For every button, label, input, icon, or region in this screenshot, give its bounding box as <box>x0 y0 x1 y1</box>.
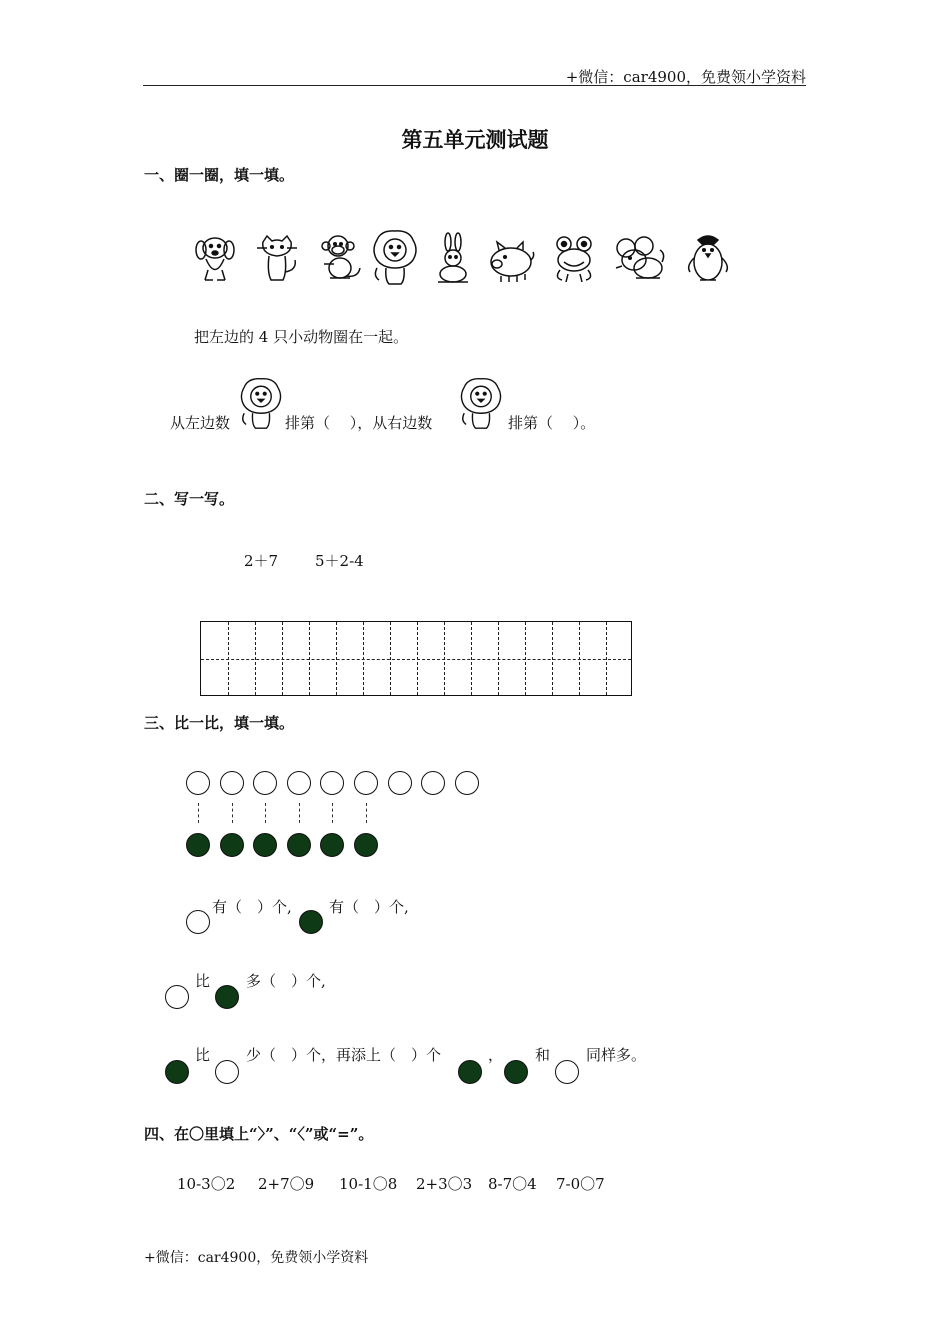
white-circle <box>388 771 412 795</box>
white-circle <box>186 910 210 934</box>
black-circle <box>186 833 210 857</box>
writing-grid[interactable] <box>200 621 632 696</box>
grid-line <box>282 622 283 695</box>
black-circle <box>458 1060 482 1084</box>
grid-line <box>390 622 391 695</box>
grid-line <box>498 622 499 695</box>
monkey-icon <box>316 232 364 284</box>
black-circle <box>220 833 244 857</box>
and-label: 和 <box>535 1046 551 1064</box>
black-circle <box>287 833 311 857</box>
white-circle <box>215 1060 239 1084</box>
black-circle <box>215 985 239 1009</box>
grid-line <box>417 622 418 695</box>
white-circle <box>287 771 311 795</box>
white-circle <box>421 771 445 795</box>
grid-line <box>525 622 526 695</box>
frog-icon <box>550 232 598 284</box>
lion-icon <box>456 376 506 430</box>
grid-midline <box>201 659 631 660</box>
black-circle <box>504 1060 528 1084</box>
white-circle <box>455 771 479 795</box>
fewer-add-text: 少（ ）个，再添上（ ）个 <box>246 1046 442 1064</box>
grid-line <box>336 622 337 695</box>
match-line <box>366 803 367 823</box>
cat-icon <box>253 232 301 284</box>
white-circle <box>320 771 344 795</box>
compare-item[interactable]: 10-3〇2 <box>177 1175 236 1193</box>
match-line <box>198 803 199 823</box>
section2-heading: 二、写一写。 <box>144 490 235 508</box>
more-count-text: 多（ ）个, <box>246 972 326 990</box>
grid-line <box>579 622 580 695</box>
white-circle <box>555 1060 579 1084</box>
footer-note: +微信：car4900，免费领小学资料 <box>144 1250 369 1266</box>
mouse-icon <box>610 232 666 284</box>
grid-line <box>228 622 229 695</box>
compare-bi-label: 比 <box>195 972 211 990</box>
grid-line <box>606 622 607 695</box>
match-line <box>299 803 300 823</box>
rank-from-right-text: 排第（ ），从右边数 <box>285 414 433 432</box>
white-circle <box>165 985 189 1009</box>
black-circle <box>320 833 344 857</box>
same-amount-text: 同样多。 <box>586 1046 647 1064</box>
black-circle <box>299 910 323 934</box>
section1-heading: 一、圈一圈，填一填。 <box>144 166 295 184</box>
section4-heading: 四、在〇里填上“〉”、“〈”或“=”。 <box>144 1125 374 1143</box>
rabbit-icon <box>430 232 478 284</box>
header-divider <box>143 85 806 86</box>
grid-line <box>444 622 445 695</box>
white-circle <box>253 771 277 795</box>
white-circle <box>186 771 210 795</box>
from-left-label: 从左边数 <box>170 414 231 432</box>
lion-icon <box>236 376 286 430</box>
white-count-text: 有（ ）个, <box>212 898 292 916</box>
dog-icon <box>191 232 239 284</box>
penguin-icon <box>684 232 732 284</box>
rank-end-text: 排第（ ）。 <box>508 414 596 432</box>
white-circle <box>220 771 244 795</box>
section1-instruction: 把左边的 4 只小动物圈在一起。 <box>194 328 409 346</box>
grid-line <box>309 622 310 695</box>
grid-line <box>255 622 256 695</box>
white-circle <box>354 771 378 795</box>
page-title: 第五单元测试题 <box>401 127 549 152</box>
grid-line <box>471 622 472 695</box>
grid-line <box>552 622 553 695</box>
compare-item[interactable]: 8-7〇4 <box>488 1175 537 1193</box>
compare-item[interactable]: 7-0〇7 <box>556 1175 605 1193</box>
header-note: +微信：car4900，免费领小学资料 <box>565 68 806 86</box>
compare-item[interactable]: 2+3〇3 <box>416 1175 473 1193</box>
pig-icon <box>487 232 535 284</box>
compare-item[interactable]: 2+7〇9 <box>258 1175 315 1193</box>
expression-1: 2＋7 <box>244 552 279 570</box>
black-circle <box>165 1060 189 1084</box>
comma-text: ， <box>488 1046 504 1064</box>
compare-bi-label: 比 <box>195 1046 211 1064</box>
compare-item[interactable]: 10-1〇8 <box>339 1175 398 1193</box>
match-line <box>332 803 333 823</box>
lion-icon <box>369 228 421 286</box>
black-circle <box>354 833 378 857</box>
black-count-text: 有（ ）个, <box>329 898 409 916</box>
match-line <box>265 803 266 823</box>
match-line <box>232 803 233 823</box>
expression-2: 5＋2-4 <box>315 552 364 570</box>
grid-line <box>363 622 364 695</box>
section3-heading: 三、比一比，填一填。 <box>144 714 295 732</box>
black-circle <box>253 833 277 857</box>
